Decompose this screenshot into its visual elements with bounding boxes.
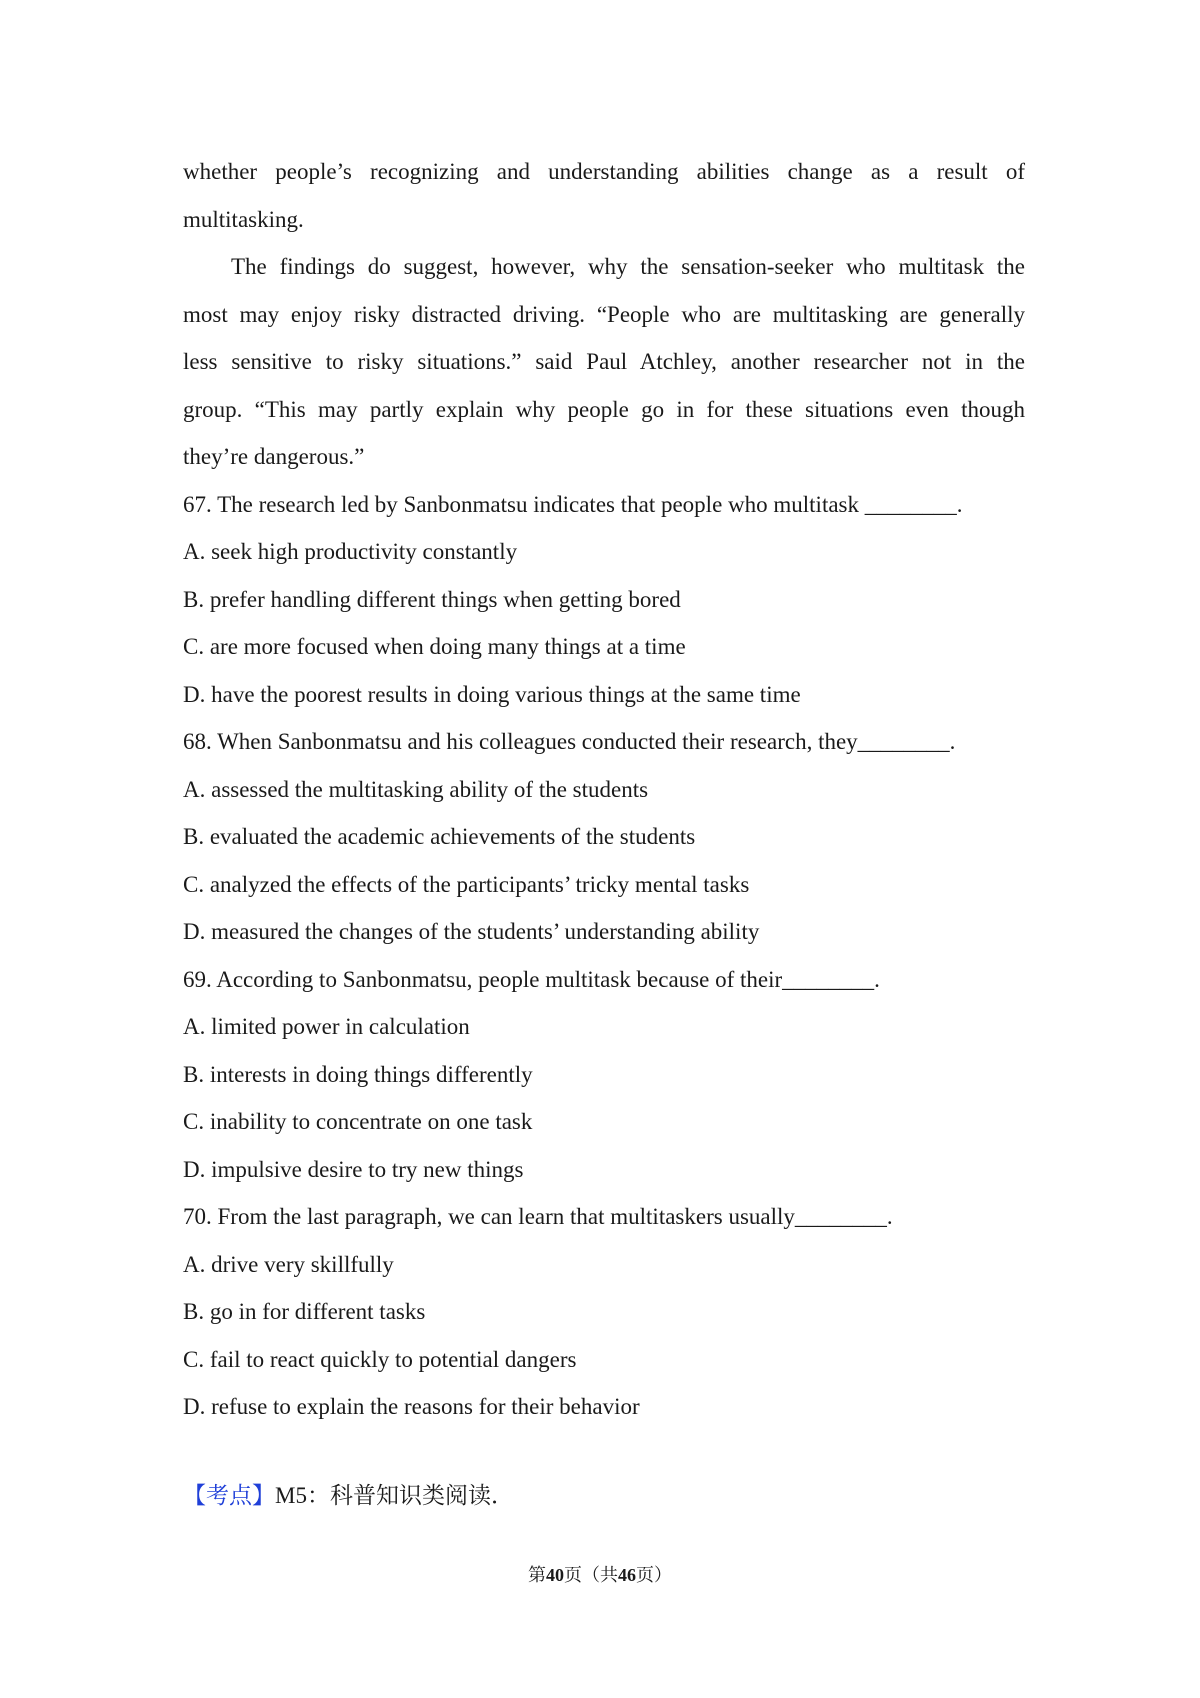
passage-line: whether people’s recognizing and understanding abilities change as a result of [183,159,1025,184]
option-b: B. interests in doing things differently [183,1061,533,1087]
passage-line: most may enjoy risky distracted driving. “People who are multitasking are generally [183,301,1025,327]
footer-total-pages: 46 [618,1565,636,1585]
question-stem: 70. From the last paragraph, we can learn that multitaskers usually________. [183,1204,893,1229]
option-a: A. assessed the multitasking ability of the students [183,776,649,802]
question-stem: 68. When Sanbonmatsu and his colleagues conducted their research, they________. [183,729,956,754]
footer-middle: 页（共 [564,1565,618,1585]
question-69 [183,956,1025,1194]
option-d: D. measured the changes of the students’ understanding ability [183,919,760,944]
option-d: D. impulsive desire to try new things [183,1156,524,1182]
option-d: D. have the poorest results in doing various things at the same time [183,681,801,707]
option-a: A. seek high productivity constantly [183,539,518,564]
footer-prefix: 第 [528,1565,546,1585]
passage-line: they’re dangerous.” [183,444,365,469]
page-body [183,148,1025,1431]
passage-line: multitasking. [183,206,304,232]
option-b: B. go in for different tasks [183,1299,426,1324]
passage-line: group. “This may partly explain why people go in for these situations even though [183,396,1025,422]
option-c: C. fail to react quickly to potential dangers [183,1346,577,1372]
option-b: B. evaluated the academic achievements of the students [183,824,696,849]
footer-page-number: 40 [546,1565,564,1585]
kaodian-line [183,1476,514,1516]
option-d: D. refuse to explain the reasons for their behavior [183,1394,640,1419]
footer-suffix: 页） [636,1565,672,1585]
option-a: A. limited power in calculation [183,1014,470,1039]
passage-line: less sensitive to risky situations.” said Paul Atchley, another researcher not in the [183,349,1025,374]
question-70 [183,1193,1025,1431]
question-67 [183,481,1025,719]
question-stem: 69. According to Sanbonmatsu, people multitask because of their________. [183,966,880,992]
option-c: C. are more focused when doing many things at a time [183,634,686,659]
option-c: C. analyzed the effects of the participants’ tricky mental tasks [183,871,750,897]
question-stem: 67. The research led by Sanbonmatsu indicates that people who multitask ________. [183,491,963,517]
kaodian-tag: 【考点】 [183,1483,275,1508]
option-c: C. inability to concentrate on one task [183,1109,533,1134]
option-b: B. prefer handling different things when getting bored [183,586,681,612]
question-68 [183,718,1025,956]
option-a: A. drive very skillfully [183,1251,394,1277]
passage-line: The findings do suggest, however, why the sensation-seeker who multitask the [231,254,1025,279]
kaodian-text: M5：科普知识类阅读． [275,1483,514,1508]
page-footer [0,1562,1200,1588]
